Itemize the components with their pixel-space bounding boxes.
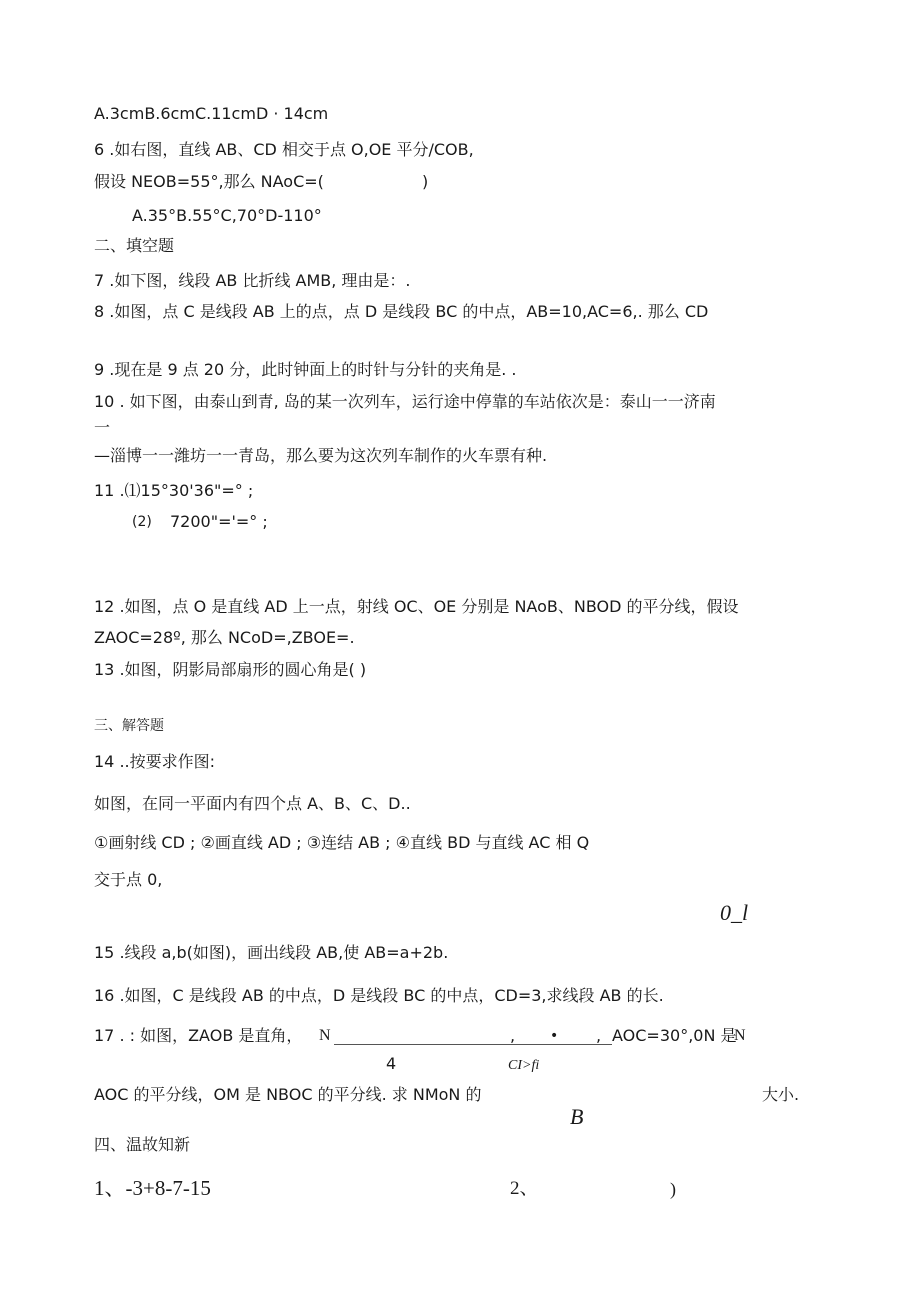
- answer-options-q5: A.3cmB.6cmC.11cmD · 14cm: [94, 104, 329, 123]
- question-12: 12 .如图，点 O 是直线 AD 上一点，射线 OC、OE 分别是 NAoB、NBOD 的平分线，假设: [94, 597, 739, 616]
- figure-label-b: B: [570, 1104, 584, 1129]
- question-14: 14 ..按要求作图:: [94, 752, 216, 771]
- question-10: 10 . 如下图，由泰山到青, 岛的某一次列车，运行途中停靠的车站依次是：泰山一一济南: [94, 392, 716, 411]
- figure-label-4: 4: [386, 1054, 397, 1073]
- question-17-comma-2: ,: [596, 1026, 602, 1045]
- question-12-line2: ZAOC=28º, 那么 NCoD=,ZBOE=.: [94, 628, 355, 647]
- question-17-underline: [334, 1044, 612, 1045]
- question-17-line2: AOC 的平分线，OM 是 NBOC 的平分线. 求 NMoN 的: [94, 1085, 482, 1104]
- question-10-line2: —淄博一一潍坊一一青岛，那么要为这次列车制作的火车票有种.: [94, 446, 548, 465]
- question-17-symbol-n: N: [319, 1027, 331, 1044]
- review-2-paren: ): [670, 1179, 676, 1199]
- question-6: 6 .如右图，直线 AB、CD 相交于点 O,OE 平分/COB,: [94, 140, 474, 159]
- question-13: 13 .如图，阴影局部扇形的圆心角是( ): [94, 660, 367, 679]
- answer-options-q6: A.35°B.55°C,70°D-110°: [132, 206, 322, 225]
- question-17-end: 大小.: [762, 1085, 800, 1104]
- question-6-paren: ): [422, 172, 429, 191]
- question-11-part2-number: (2): [132, 514, 152, 530]
- question-8: 8 .如图，点 C 是线段 AB 上的点，点 D 是线段 BC 的中点，AB=10,AC=6,. 那么 CD: [94, 302, 709, 321]
- review-1: 1、-3+8-7-15: [94, 1176, 211, 1200]
- question-14-steps: ①画射线 CD ; ②画直线 AD ; ③连结 AB ; ④直线 BD 与直线 AC 相 Q: [94, 833, 590, 852]
- question-17-dot: •: [550, 1028, 559, 1044]
- figure-label-ci: CI>fi: [508, 1058, 540, 1073]
- review-2: 2、: [510, 1178, 539, 1199]
- question-10-dash: 一: [94, 418, 111, 437]
- question-11-part1: 11 .⑴15°30'36"=° ;: [94, 481, 254, 500]
- question-14-intro: 如图，在同一平面内有四个点 A、B、C、D..: [94, 794, 411, 813]
- question-16: 16 .如图，C 是线段 AB 的中点，D 是线段 BC 的中点，CD=3,求线段 AB 的长.: [94, 986, 664, 1005]
- question-17-comma: ,: [510, 1026, 516, 1045]
- question-14-steps-end: 交于点 0,: [94, 870, 163, 889]
- question-17-angle: AOC=30°,0N 是: [612, 1026, 737, 1045]
- figure-label-o: 0_l: [720, 900, 749, 925]
- section-solve: 三、解答题: [94, 718, 164, 734]
- section-review: 四、温故知新: [94, 1135, 191, 1154]
- question-17-symbol-n-2: N: [734, 1027, 746, 1044]
- question-11-part2: 7200"='=° ;: [170, 512, 268, 531]
- question-9: 9 .现在是 9 点 20 分，此时钟面上的时针与分针的夹角是. .: [94, 360, 517, 379]
- section-fill-in: 二、填空题: [94, 236, 175, 255]
- question-7: 7 .如下图，线段 AB 比折线 AMB, 理由是：.: [94, 271, 411, 290]
- question-17: 17 . : 如图，ZAOB 是直角，: [94, 1026, 303, 1045]
- question-6-line2: 假设 NEOB=55°,那么 NAoC=(: [94, 172, 324, 191]
- question-15: 15 .线段 a,b(如图)，画出线段 AB,使 AB=a+2b.: [94, 943, 449, 962]
